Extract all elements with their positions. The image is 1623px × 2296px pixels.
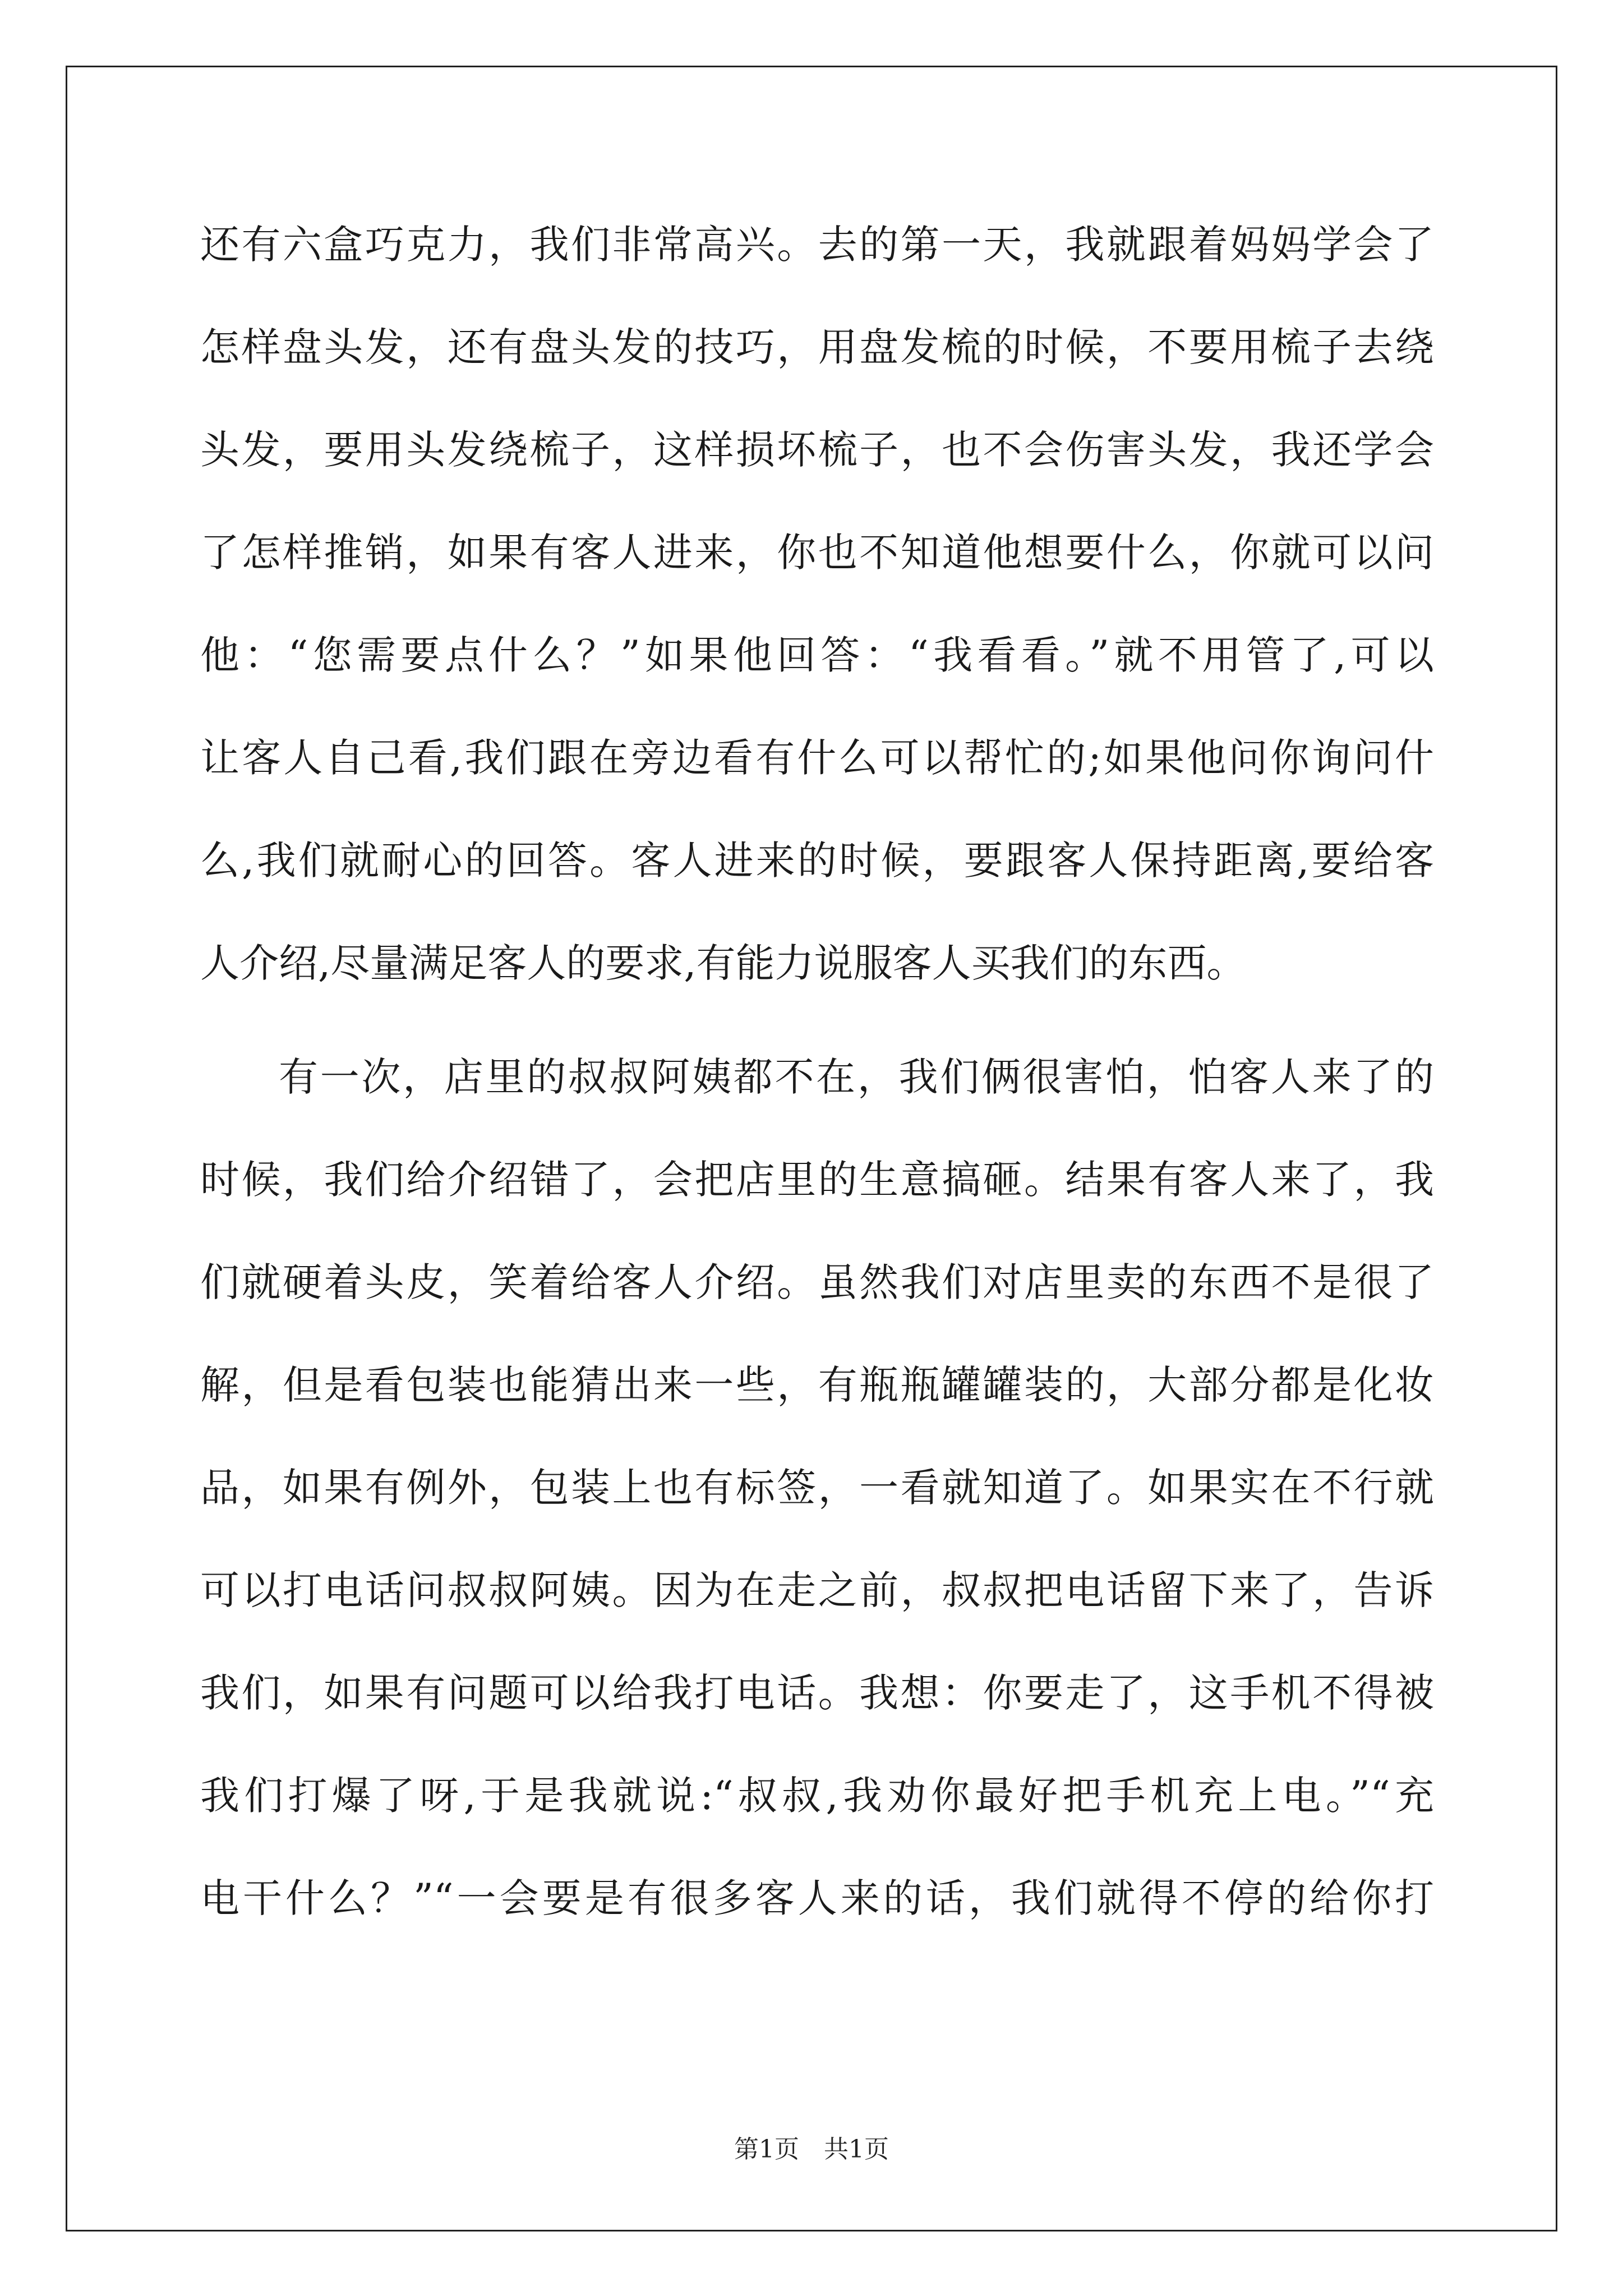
text-line: 了怎样推销，如果有客人进来，你也不知道他想要什么，你就可以问 [200, 530, 1434, 576]
text-line: 人介绍,尽量满足客人的要求,有能力说服客人买我们的东西。 [200, 940, 1246, 986]
text-line: 他：“您需要点什么？”如果他回答：“我看看。”就不用管了,可以 [200, 632, 1434, 678]
text-line: 品，如果有例外，包装上也有标签，一看就知道了。如果实在不行就 [200, 1465, 1434, 1511]
text-line: 还有六盒巧克力，我们非常高兴。去的第一天，我就跟着妈妈学会了 [200, 222, 1434, 268]
document-body [200, 194, 1434, 1950]
text-line: 解，但是看包装也能猜出来一些，有瓶瓶罐罐装的，大部分都是化妆 [200, 1362, 1434, 1408]
paragraph-2 [200, 1026, 1434, 1950]
text-line: 有一次，店里的叔叔阿姨都不在，我们俩很害怕，怕客人来了的 [279, 1054, 1434, 1100]
text-line: 我们，如果有问题可以给我打电话。我想：你要走了，这手机不得被 [200, 1670, 1434, 1716]
page-number: 第1页 共1页 [734, 2135, 889, 2164]
text-line: 时候，我们给介绍错了，会把店里的生意搞砸。结果有客人来了，我 [200, 1157, 1434, 1203]
text-line: 们就硬着头皮，笑着给客人介绍。虽然我们对店里卖的东西不是很了 [200, 1259, 1434, 1305]
text-line: 头发，要用头发绕梳子，这样损坏梳子，也不会伤害头发，我还学会 [200, 427, 1434, 473]
text-line: 么,我们就耐心的回答。客人进来的时候，要跟客人保持距离,要给客 [200, 838, 1434, 884]
text-line: 怎样盘头发，还有盘头发的技巧，用盘发梳的时候，不要用梳子去绕 [200, 324, 1434, 370]
text-line: 电干什么？”“一会要是有很多客人来的话，我们就得不停的给你打 [200, 1875, 1434, 1921]
text-line: 我们打爆了呀,于是我就说:“叔叔,我劝你最好把手机充上电。”“充 [200, 1773, 1434, 1819]
text-line: 让客人自己看,我们跟在旁边看有什么可以帮忙的;如果他问你询问什 [200, 735, 1434, 781]
text-line: 可以打电话问叔叔阿姨。因为在走之前，叔叔把电话留下来了，告诉 [200, 1567, 1434, 1613]
paragraph-1 [200, 194, 1434, 1015]
